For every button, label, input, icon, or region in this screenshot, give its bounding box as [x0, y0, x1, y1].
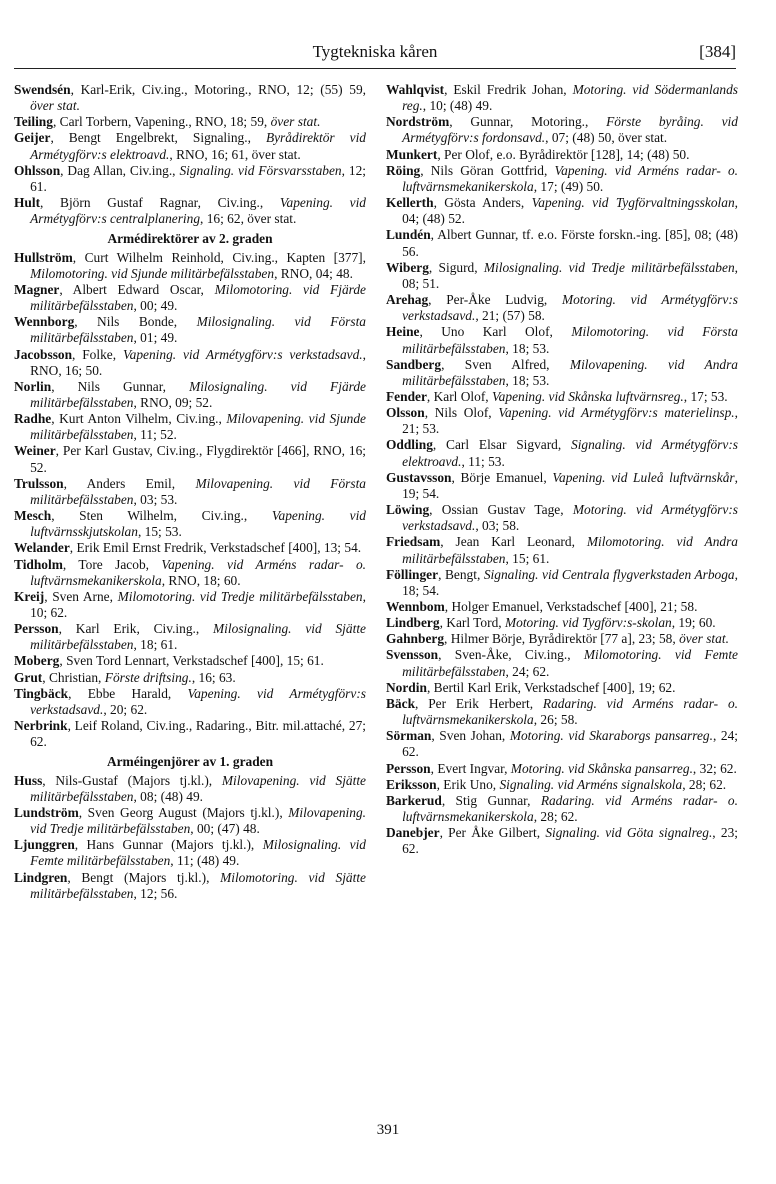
entry-surname: Ljunggren [14, 837, 75, 853]
running-title: Tygtekniska kåren [312, 42, 438, 61]
register-entry [14, 114, 366, 130]
entry-surname: Nordström [386, 114, 450, 130]
entry-surname: Hullström [14, 249, 73, 265]
entry-position: Milovapening. vid Tredje militärbefälsstaben [30, 804, 366, 837]
entry-surname: Heine [386, 324, 420, 340]
entry-years: , 18; 54. [402, 566, 738, 598]
entry-details: , Gunnar, Motoring., [449, 114, 607, 130]
register-entry [386, 324, 738, 356]
entry-surname: Lindgren [14, 869, 68, 885]
register-entry [386, 793, 738, 825]
entry-surname: Lundström [14, 804, 79, 820]
entry-surname: Eriksson [386, 776, 437, 792]
entry-position: Signaling. vid Göta signalreg. [545, 825, 713, 841]
entry-position: Milovapening. vid Andra militärbefälsstaben [402, 356, 739, 388]
entry-surname: Lindberg [386, 615, 440, 631]
entry-years: , 03; 58. [475, 518, 520, 534]
entry-surname: Nordin [386, 679, 427, 695]
entry-surname: Gustavsson [386, 469, 452, 485]
entry-details: , Dag Allan, Civ.ing., [60, 162, 180, 178]
entry-years: , 08; 51. [402, 259, 738, 291]
register-entry [386, 470, 738, 502]
entry-surname: Wennborg [14, 314, 75, 330]
entry-details: , Nils Göran Gottfrid, [420, 162, 555, 178]
entry-years: , 24; 62. [402, 728, 738, 760]
entry-details: , Tore Jacob, [62, 556, 162, 572]
entry-years: , 11; (48) 49. [170, 853, 240, 869]
entry-position: Milosignaling. vid Sjätte militärbefälsstaben [30, 621, 366, 653]
entry-surname: Bäck [386, 695, 416, 711]
entry-years: , 00; (47) 48. [190, 821, 260, 837]
entry-years: , 17; 53. [683, 388, 728, 404]
entry-details: , Börje Emanuel, [451, 469, 553, 485]
entry-details: , Nils Gunnar, [51, 378, 190, 394]
register-entry [14, 411, 366, 443]
entry-details: , Karl Tord, [439, 615, 505, 631]
entry-surname: Teiling [14, 114, 53, 130]
entry-position: Förste byråing. vid Armétygförv:s fordonsavd. [402, 114, 738, 146]
entry-details: , Sven Tord Lennart, Verkstadschef [400], 15; 61. [59, 653, 324, 669]
entry-position: Radaring. vid Arméns radar- o. luftvärnsmekanikerskola [402, 695, 738, 728]
register-entry [386, 163, 738, 195]
entry-years: , 16; 62, över stat. [200, 211, 297, 227]
entry-position: Milomotoring. vid Andra militärbefälsstaben [402, 534, 738, 566]
entry-position: Vapening. vid Luleå luftvärnskår [552, 469, 735, 485]
entry-details: , Ossian Gustav Tage, [429, 502, 573, 518]
register-entry [14, 589, 366, 621]
entry-surname: Föllinger [386, 566, 439, 582]
entry-details: , Carl Elsar Sigvard, [432, 437, 571, 453]
entry-details: , Uno Karl Olof, [419, 324, 572, 340]
register-entry [386, 389, 738, 405]
entry-position: Motoring. vid Armétygförv:s verkstadsavd. [402, 502, 738, 534]
entry-details: , Anders Emil, [63, 475, 196, 491]
entry-years: , 10; (48) 49. [422, 98, 493, 114]
entry-position: Vapening. vid luftvärnsskjutskolan [30, 508, 366, 540]
entry-position: Milovapening. vid Sjunde militärbefälsstaben [30, 411, 367, 443]
entry-surname: Jacobsson [14, 346, 73, 362]
entry-years: , 08; (48) 49. [133, 788, 204, 804]
entry-surname: Friedsam [386, 534, 441, 550]
entry-details: , Evert Ingvar, [430, 760, 511, 776]
entry-years: , 10; 62. [30, 588, 366, 620]
entry-surname: Persson [14, 621, 59, 637]
entry-details: , Holger Emanuel, Verkstadschef [400], 21; 58. [444, 599, 698, 614]
entry-years: , 12; 61. [30, 162, 366, 194]
entry-surname: Tingbäck [14, 685, 69, 701]
register-entry [386, 728, 738, 760]
register-entry [386, 82, 738, 114]
entry-years: , 18; 53. [505, 340, 550, 356]
entry-position: Milomotoring. vid Sjunde militärbefälsstaben [30, 265, 275, 281]
register-entry [386, 114, 738, 146]
register-entry [14, 686, 366, 718]
entry-surname: Kreij [14, 588, 45, 604]
entry-years: , 18; 61. [133, 637, 178, 653]
entry-position: Signaling. vid Armétygförv:s elektroavd. [402, 437, 738, 469]
entry-details: , Bengt (Majors tj.kl.), [67, 869, 221, 885]
entry-years: , 17; (49) 50. [533, 178, 604, 194]
entry-details: , Sigurd, [428, 259, 484, 275]
register-entry [14, 870, 366, 902]
register-entry [386, 615, 738, 631]
entry-years: , 16; 63. [191, 669, 236, 685]
register-entry [14, 379, 366, 411]
entry-details: , Erik Emil Ernst Fredrik, Verkstadschef [400], 13; 54. [69, 540, 362, 556]
register-entry [386, 534, 738, 566]
register-entry [386, 147, 738, 163]
entry-position: Signaling. vid Centrala flygverkstaden Arboga [483, 566, 735, 582]
entry-surname: Hult [14, 195, 41, 211]
entry-position: Motoring. vid Armétygförv:s verkstadsavd. [402, 292, 738, 324]
entry-position: Signaling. vid Försvarsstaben [179, 162, 342, 178]
entry-surname: Fender [386, 388, 427, 404]
entry-details: , Stig Gunnar, [441, 792, 541, 808]
entry-surname: Wiberg [386, 259, 429, 275]
register-entry [386, 761, 738, 777]
register-entry [14, 557, 366, 589]
register-entry [14, 130, 366, 162]
entry-years: , 23; 62. [402, 825, 738, 857]
register-entry [386, 680, 738, 696]
entry-surname: Sandberg [386, 356, 442, 372]
entry-surname: Oddling [386, 437, 433, 453]
register-entry [386, 260, 738, 292]
register-entry [14, 282, 366, 314]
register-entry [386, 567, 738, 599]
entry-position: Milovapening. vid Sjätte militärbefälsstaben [30, 772, 366, 804]
entry-surname: Kellerth [386, 195, 434, 211]
entry-surname: Olsson [386, 405, 425, 421]
right-column [386, 82, 738, 858]
entry-details: , Sven-Åke, Civ.ing., [438, 647, 584, 663]
register-entry [386, 292, 738, 324]
register-entry [14, 314, 366, 346]
entry-surname: Röing [386, 162, 421, 178]
entry-details: , Sven Arne, [44, 588, 118, 604]
register-entry [386, 357, 738, 389]
register-entry [14, 805, 366, 837]
entry-surname: Swendsén [14, 82, 71, 97]
register-entry [14, 163, 366, 195]
entry-surname: Trulsson [14, 475, 64, 491]
entry-position: Milomotoring. vid Fjärde militärbefälsstaben [30, 281, 366, 314]
entry-years: , 19; 60. [671, 615, 716, 631]
entry-details: , Nils Bonde, [74, 314, 197, 330]
entry-details: , Per Karl Gustav, Civ.ing., Flygdirektör [466], RNO, 16; 52. [30, 443, 366, 475]
entry-position: Vapening. vid Armétygförv:s verkstadsavd. [30, 685, 366, 717]
entry-position: Vapening. vid Skånska luftvärnsreg. [491, 388, 684, 404]
entry-position: Milosignaling. vid Femte militärbefälsstaben [30, 837, 366, 869]
entry-surname: Wahlqvist [386, 82, 445, 97]
entry-position: Milomotoring. vid Tredje militärbefälsstaben [117, 588, 363, 604]
register-entry [386, 647, 738, 679]
entry-details: , Hans Gunnar (Majors tj.kl.), [74, 837, 263, 853]
section-heading: Armédirektörer av 2. graden [107, 231, 273, 247]
entry-position: Milosignaling. vid Fjärde militärbefälsstaben [30, 378, 366, 410]
entry-details: , Gösta Anders, [433, 195, 532, 211]
entry-details: , Eskil Fredrik Johan, [444, 82, 573, 97]
entry-surname: Sörman [386, 728, 432, 744]
entry-details: , Sten Wilhelm, Civ.ing., [51, 508, 272, 524]
register-entry [386, 502, 738, 534]
entry-details: , Kurt Anton Vilhelm, Civ.ing., [51, 411, 227, 427]
entry-details: , Sven Alfred, [441, 356, 570, 372]
entry-details: , Bengt Engelbrekt, Signaling., [50, 130, 266, 146]
register-entry [386, 777, 738, 793]
entry-position: över stat. [270, 114, 321, 130]
entry-surname: Svensson [386, 647, 439, 663]
entry-details: , Jean Karl Leonard, [440, 534, 587, 550]
entry-surname: Huss [14, 772, 43, 788]
register-entry [14, 621, 366, 653]
entry-position: Vapening. vid Armétygförv:s centralplanering [30, 195, 366, 227]
entry-surname: Gahnberg [386, 631, 445, 647]
entry-position: Milosignaling. vid Första militärbefälsstaben [30, 314, 366, 346]
entry-details: , Albert Gunnar, tf. e.o. Förste forskn.-ing. [85], 08; (48) 56. [402, 227, 738, 259]
entry-surname: Norlin [14, 378, 52, 394]
entry-years: , RNO, 18; 60. [161, 572, 241, 588]
entry-position: Milomotoring. vid Femte militärbefälsstaben [402, 647, 738, 679]
entry-position: Vapening. vid Tygförvaltningsskolan [531, 195, 735, 211]
register-entry [14, 476, 366, 508]
entry-surname: Löwing [386, 502, 430, 518]
entry-surname: Tidholm [14, 556, 63, 572]
entry-surname: Arehag [386, 292, 429, 308]
entry-position: Signaling. vid Arméns signalskola [499, 776, 683, 792]
entry-position: Motoring. vid Tygförv:s-skolan [504, 615, 672, 631]
entry-details: , Karl Olof, [426, 388, 492, 404]
page-number: 391 [376, 1122, 400, 1138]
left-column [14, 82, 366, 902]
entry-surname: Geijer [14, 130, 51, 146]
entry-position: Milovapening. vid Första militärbefälsstaben [30, 475, 366, 507]
entry-years: , 12; 56. [133, 885, 178, 901]
entry-years: , 04; (48) 52. [402, 195, 738, 227]
entry-years: , RNO, 16; 50. [30, 346, 366, 378]
entry-surname: Moberg [14, 653, 60, 669]
entry-years: , 20; 62. [103, 701, 148, 717]
entry-years: , RNO, 04; 48. [274, 265, 353, 281]
register-entry [386, 405, 738, 437]
entry-details: , Per Erik Herbert, [415, 695, 543, 711]
entry-details: , Carl Torbern, Vapening., RNO, 18; 59, [52, 114, 271, 130]
entry-details: , Björn Gustaf Ragnar, Civ.ing., [40, 195, 280, 211]
entry-details: , Christian, [42, 669, 105, 685]
register-entry [386, 631, 738, 647]
page-header [14, 40, 736, 66]
section-heading: Arméingenjörer av 1. graden [106, 754, 274, 770]
entry-years: , 01; 49. [133, 330, 178, 346]
entry-years: , 28; 62. [682, 776, 727, 792]
entry-position: Förste driftsing. [104, 669, 192, 685]
entry-years: , 21; 53. [402, 405, 738, 437]
entry-surname: Grut [14, 669, 43, 685]
entry-years: , RNO, 09; 52. [133, 394, 213, 410]
entry-years: , 00; 49. [133, 298, 178, 314]
entry-details: , Bertil Karl Erik, Verkstadschef [400], 19; 62. [426, 679, 676, 695]
entry-position: Radaring. vid Arméns radar- o. luftvärnsmekanikerskola [402, 792, 738, 825]
entry-surname: Barkerud [386, 792, 442, 808]
register-entry [14, 347, 366, 379]
entry-position: Motoring. vid Södermanlands reg. [402, 82, 739, 114]
entry-position: Motoring. vid Skånska pansarreg. [510, 760, 693, 776]
register-entry [14, 773, 366, 805]
entry-surname: Persson [386, 760, 431, 776]
entry-years: , 07; (48) 50, över stat. [545, 130, 668, 146]
entry-details: , Nils-Gustaf (Majors tj.kl.), [42, 772, 222, 788]
entry-position: Motoring. vid Skaraborgs pansarreg. [509, 728, 713, 744]
entry-years: , 28; 62. [533, 809, 578, 825]
register-entry [14, 443, 366, 475]
register-entry [14, 718, 366, 750]
entry-surname: Magner [14, 281, 60, 297]
entry-position: över stat. [679, 631, 729, 647]
entry-details: , Per Olof, e.o. Byrådirektör [128], 14; (48) 50. [437, 146, 690, 162]
entry-years: , 21; (57) 58. [475, 308, 545, 324]
entry-details: , Folke, [72, 346, 123, 362]
entry-details: , Sven Georg August (Majors tj.kl.), [78, 804, 289, 820]
register-entry [386, 696, 738, 728]
entry-position: Milomotoring. vid Sjätte militärbefälsstaben [30, 869, 366, 901]
entry-details: , Nils Olof, [424, 405, 499, 421]
entry-years: , 24; 62. [505, 663, 550, 679]
entry-details: , Per Åke Gilbert, [439, 825, 546, 841]
entry-details: , Erik Uno, [436, 776, 500, 792]
register-entry [14, 195, 366, 227]
entry-details: , Leif Roland, Civ.ing., Radaring., Bitr. mil.attaché, 27; 62. [30, 718, 366, 750]
entry-surname: Danebjer [386, 825, 440, 841]
header-rule [14, 68, 736, 69]
register-entry [386, 195, 738, 227]
entry-position: Vapening. vid Arméns radar- o. luftvärnsmekanikerskola [30, 556, 367, 588]
entry-years: , 32; 62. [692, 760, 737, 776]
entry-surname: Munkert [386, 146, 438, 162]
entry-details: , Per-Åke Ludvig, [428, 292, 562, 308]
register-entry [386, 599, 738, 615]
entry-position: Vapening. vid Armétygförv:s materielinsp. [498, 405, 735, 421]
register-entry [14, 837, 366, 869]
entry-years: , RNO, 16; 61, över stat. [169, 146, 301, 162]
entry-position: över stat. [30, 98, 80, 114]
entry-surname: Ohlsson [14, 162, 61, 178]
register-entry [14, 670, 366, 686]
entry-details: , Curt Wilhelm Reinhold, Civ.ing., Kapten [377], [72, 249, 366, 265]
entry-surname: Mesch [14, 508, 52, 524]
entry-details: , Sven Johan, [431, 728, 510, 744]
register-entry [14, 540, 366, 556]
entry-years: , 15; 61. [505, 550, 550, 566]
register-entry [386, 227, 738, 259]
entry-years: , 15; 53. [137, 524, 182, 540]
entry-position: Vapening. vid Arméns radar- o. luftvärnsmekanikerskola [402, 162, 738, 194]
entry-years: , 19; 54. [402, 469, 738, 501]
entry-details: , Karl Erik, Civ.ing., [58, 621, 214, 637]
entry-details: , Ebbe Harald, [68, 685, 188, 701]
entry-years: , 26; 58. [533, 712, 578, 728]
entry-surname: Welander [14, 540, 70, 556]
register-entry [14, 82, 366, 114]
entry-position: Vapening. vid Armétygförv:s verkstadsavd. [122, 346, 363, 362]
entry-surname: Radhe [14, 411, 52, 427]
register-entry [14, 508, 366, 540]
entry-surname: Weiner [14, 443, 56, 459]
entry-surname: Wennbom [386, 599, 445, 614]
entry-years: , 11; 52. [133, 427, 177, 443]
entry-details: , Karl-Erik, Civ.ing., Motoring., RNO, 12; (55) 59, [70, 82, 366, 97]
register-entry [386, 825, 738, 857]
entry-details: , Bengt, [438, 566, 484, 582]
entry-details: , Albert Edward Oscar, [59, 281, 215, 297]
entry-details: , Hilmer Börje, Byrådirektör [77 a], 23; 58, [444, 631, 680, 647]
entry-position: Byrådirektör vid Armétygförv:s elektroavd. [30, 130, 366, 162]
register-entry [14, 653, 366, 669]
entry-years: , 03; 53. [133, 491, 178, 507]
entry-position: Milomotoring. vid Första militärbefälsstaben [402, 324, 738, 356]
entry-years: , 11; 53. [461, 453, 505, 469]
entry-surname: Nerbrink [14, 718, 68, 734]
register-entry [14, 250, 366, 282]
entry-surname: Lundén [386, 227, 431, 243]
register-entry [386, 437, 738, 469]
page-reference: [384] [699, 42, 736, 61]
entry-position: Milosignaling. vid Tredje militärbefälsstaben [483, 259, 735, 275]
entry-years: , 18; 53. [505, 372, 550, 388]
